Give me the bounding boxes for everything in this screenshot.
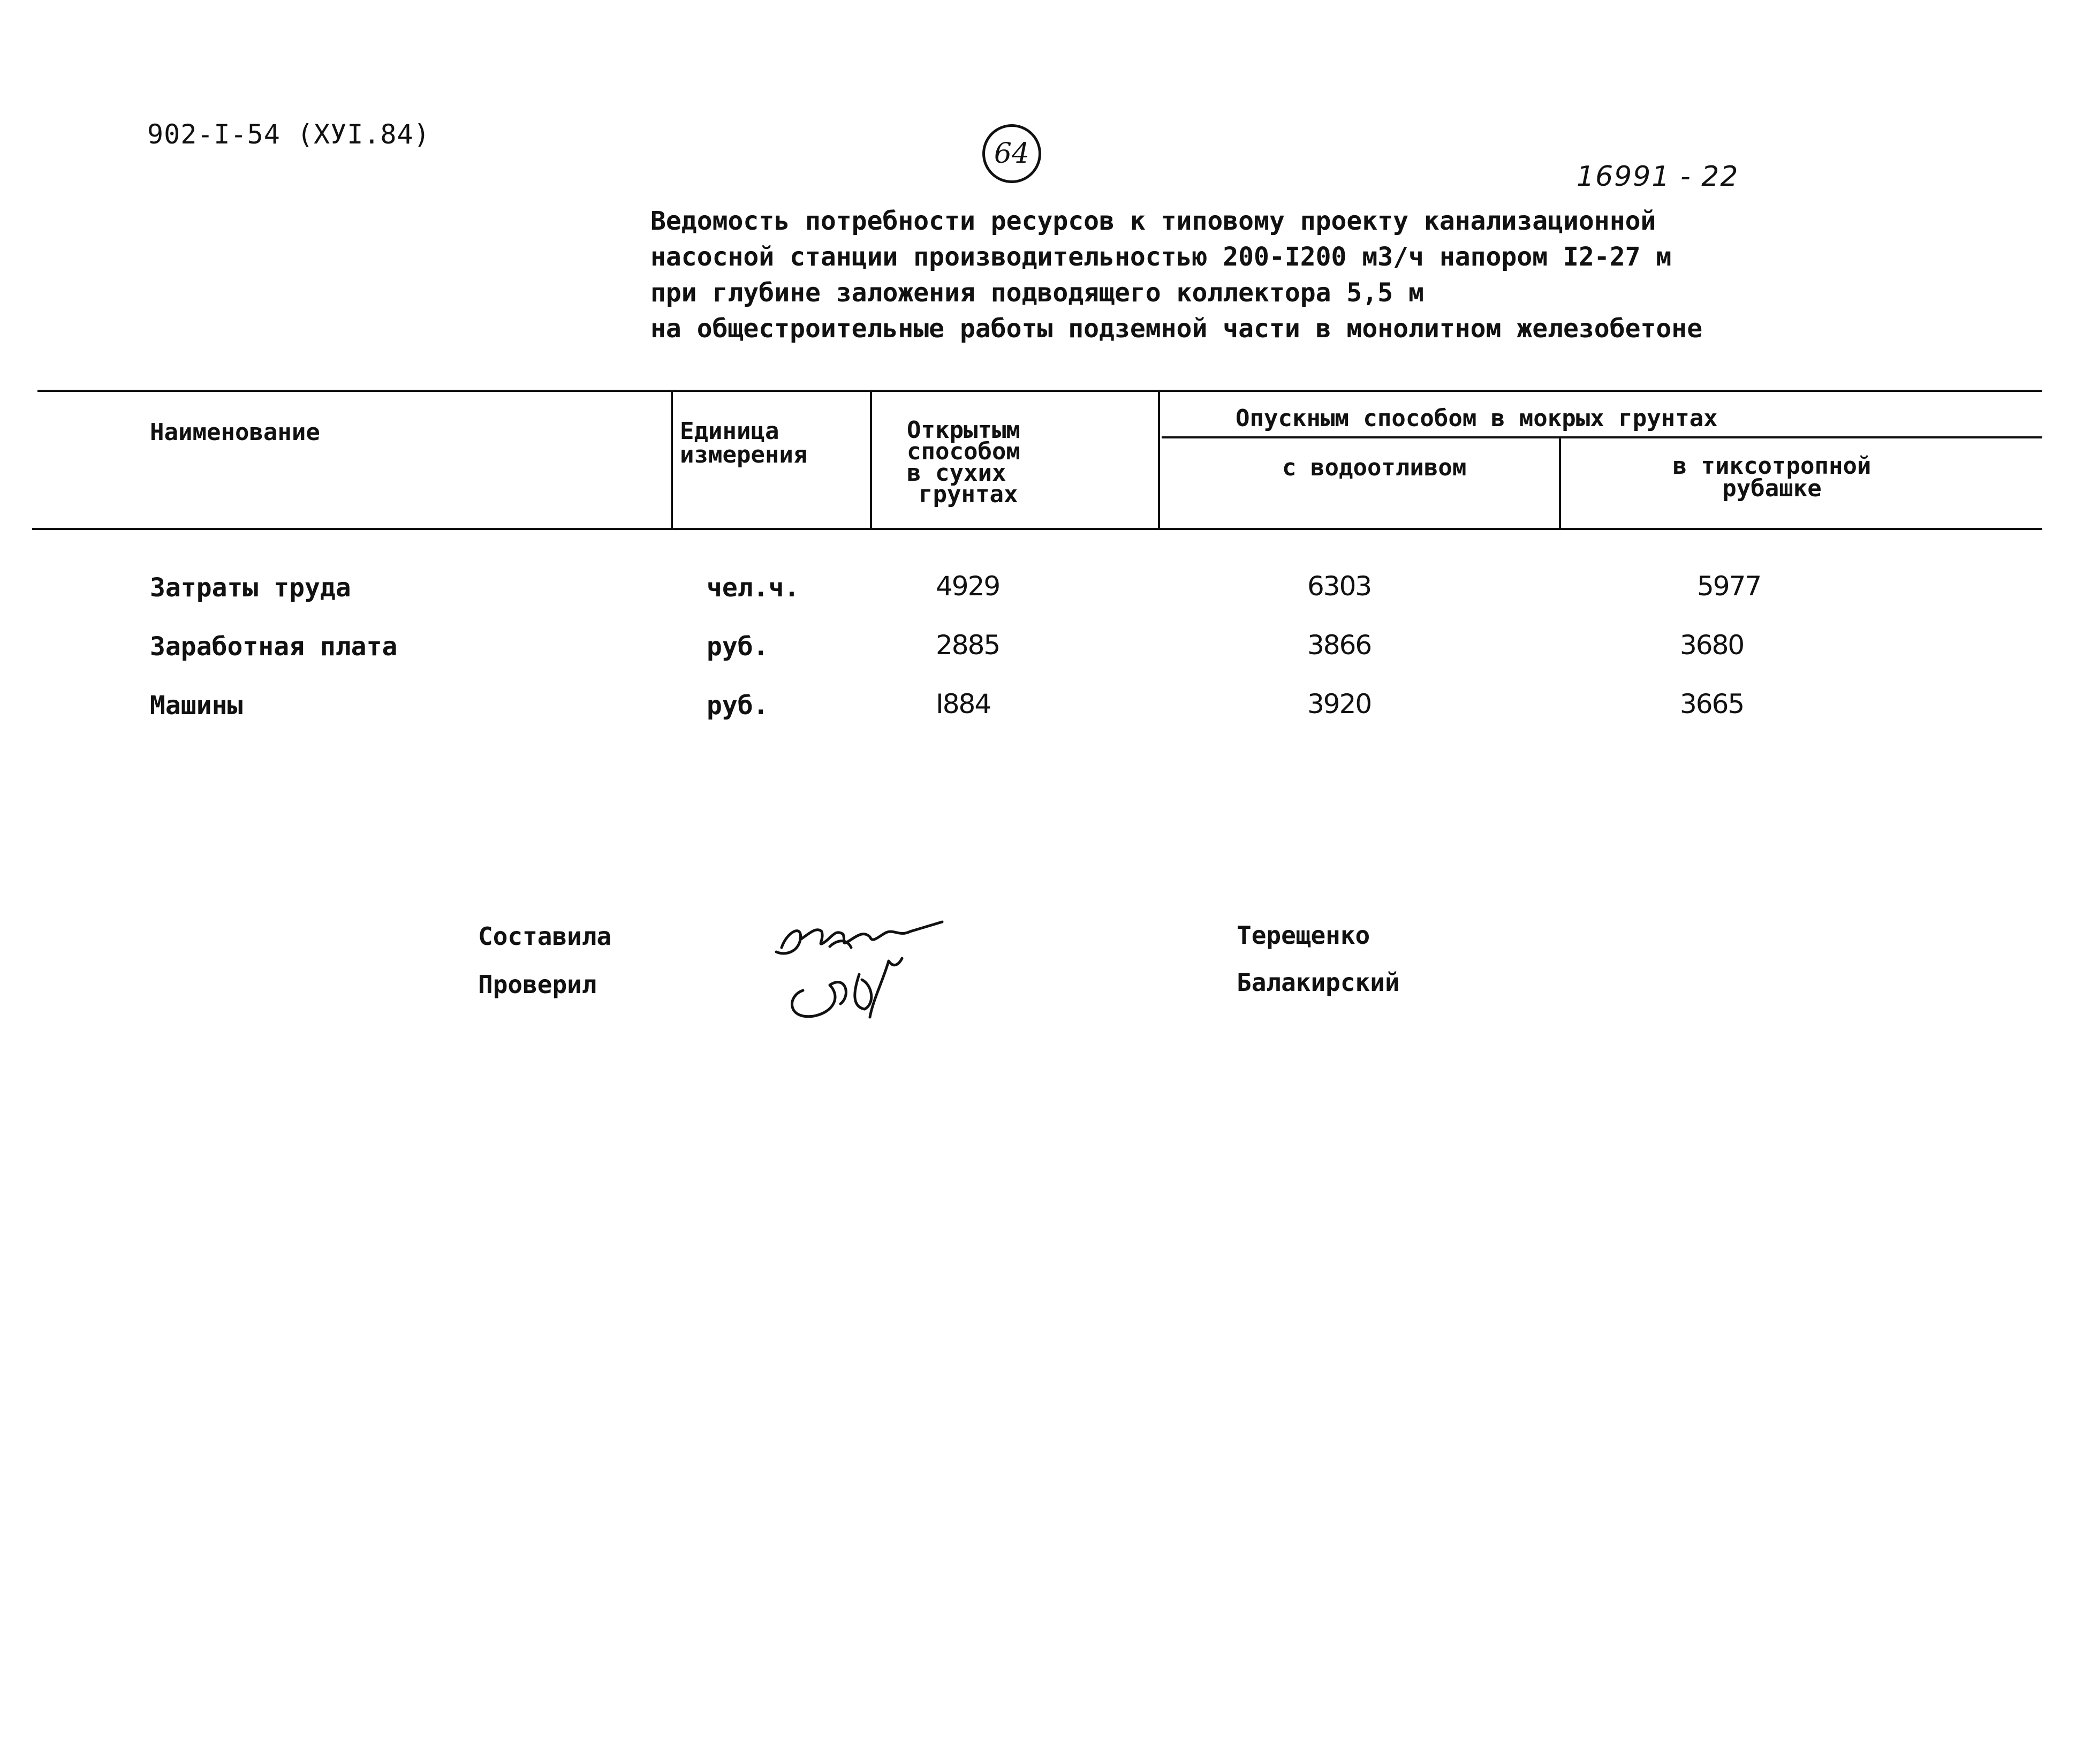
- table-row-open: 2885: [936, 630, 1000, 661]
- header-open-line: способом: [907, 438, 1020, 465]
- compiled-by-label: Составила: [478, 922, 612, 951]
- document-title: [650, 203, 1702, 347]
- table-row-name: Машины: [150, 691, 243, 721]
- document-code: 902-I-54 (ХУI.84): [147, 119, 430, 150]
- title-line: при глубине заложения подводящего коллектора 5,5 м: [650, 278, 1424, 308]
- table-row-drain: 6303: [1307, 571, 1372, 602]
- title-line: на общестроительные работы подземной части в монолитном железобетоне: [650, 314, 1703, 344]
- header-name: Наименование: [150, 419, 320, 446]
- title-line: насосной станции производительностью 200-I200 м3/ч напором I2-27 м: [650, 242, 1672, 272]
- column-divider: [870, 390, 872, 530]
- table-row-name: Заработная плата: [150, 632, 398, 662]
- header-thixo-line: в тиксотропной: [1672, 452, 1872, 480]
- page-number: 64: [994, 138, 1030, 170]
- header-with-drainage: с водоотливом: [1282, 454, 1467, 481]
- table-row-thixo: 5977: [1697, 571, 1761, 602]
- column-divider: [1158, 390, 1160, 530]
- table-header-bottom-rule: [32, 528, 2042, 530]
- table-top-rule: [37, 390, 2042, 392]
- group-header-rule: [1162, 436, 2042, 438]
- page-number-circle: [982, 124, 1041, 183]
- header-open-line: грунтах: [919, 481, 1018, 508]
- column-divider: [671, 390, 673, 530]
- table-row-open: 4929: [936, 571, 1000, 602]
- header-thixotropic: [1633, 452, 1911, 502]
- table-row-unit: чел.ч.: [707, 573, 800, 603]
- table-row-unit: руб.: [707, 632, 769, 662]
- handwritten-signatures: [766, 910, 969, 1028]
- table-row-thixo: 3665: [1680, 688, 1744, 720]
- compiled-by-name: Терещенко: [1237, 921, 1370, 950]
- header-unit: [680, 420, 807, 467]
- sheet-number: 16991 - 22: [1577, 161, 1739, 193]
- header-unit-line: измерения: [680, 441, 808, 468]
- checked-by-name: Балакирский: [1237, 968, 1400, 997]
- checked-by-label: Проверил: [478, 970, 597, 999]
- table-row-open: I884: [936, 688, 991, 720]
- title-line: Ведомость потребности ресурсов к типовому проекту канализационной: [650, 206, 1656, 236]
- table-row-thixo: 3680: [1680, 630, 1744, 661]
- header-thixo-line: рубашке: [1722, 475, 1822, 502]
- header-open-line: в сухих: [907, 459, 1006, 487]
- column-divider: [1559, 436, 1561, 530]
- table-row-drain: 3920: [1307, 688, 1372, 720]
- header-open-method: [907, 417, 1020, 508]
- table-row-drain: 3866: [1307, 630, 1372, 661]
- header-sinking-group: Опускным способом в мокрых грунтах: [1236, 405, 1718, 432]
- table-row-name: Затраты труда: [150, 573, 351, 603]
- table-row-unit: руб.: [707, 691, 769, 721]
- header-unit-line: Единица: [680, 418, 779, 445]
- header-open-line: Открытым: [907, 417, 1020, 444]
